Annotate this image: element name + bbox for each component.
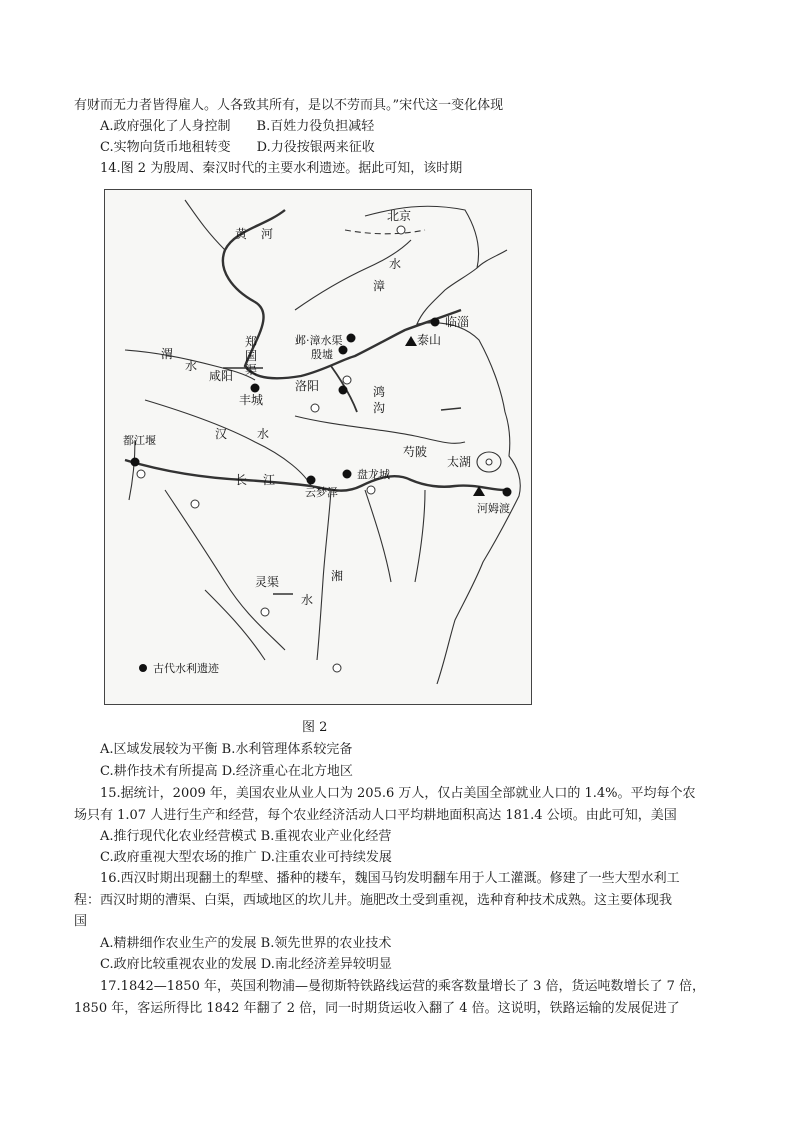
q16-options-cd: C.政府比较重视农业的发展 D.南北经济差异较明显: [100, 957, 392, 972]
map-label: 渭: [161, 347, 174, 361]
q13-options-ab: A.政府强化了人身控制 B.百姓力役负担减轻: [100, 119, 375, 134]
map-label: 汉: [215, 427, 228, 441]
q14-options-ab: A.区域发展较为平衡 B.水利管理体系较完备: [100, 742, 353, 757]
zhang-river: [295, 240, 411, 310]
map-label: 都江堰: [123, 434, 156, 447]
map-label: 水: [185, 359, 198, 373]
site-dujiangyan: [131, 458, 140, 467]
map-label: 江: [263, 473, 276, 487]
site-yunmengze: [307, 476, 316, 485]
site-yezhang: [347, 334, 356, 343]
site-luoyang: [339, 386, 348, 395]
q16-stem-line3: 国: [74, 914, 88, 929]
taishan-marker: [405, 336, 417, 346]
map-label: 鸿: [373, 385, 386, 399]
map-label: 芍陂: [403, 445, 428, 459]
coastline: [365, 206, 520, 684]
site-hemudu: [503, 488, 512, 497]
q15-options-cd: C.政府重视大型农场的推广 D.注重农业可持续发展: [100, 850, 392, 865]
map-label: 湘: [331, 569, 344, 583]
q13-options-cd: C.实物向货币地租转变 D.力役按银两来征收: [100, 140, 375, 155]
map-label: 河: [261, 227, 274, 241]
map-label: 水: [389, 257, 402, 271]
q16-options-ab: A.精耕细作农业生产的发展 B.领先世界的农业技术: [100, 936, 392, 951]
map-label: 太湖: [447, 455, 472, 469]
map-label: 丰城: [239, 393, 264, 407]
legend-dot: [139, 664, 147, 672]
site-fengcheng: [251, 384, 260, 393]
map-label: 长: [235, 473, 248, 487]
q14-stem: 14.图 2 为殷周、秦汉时代的主要水利遗迹。据此可知，该时期: [100, 161, 463, 176]
map-label: 郑: [245, 335, 258, 349]
map-label: 水: [257, 427, 270, 441]
han-river: [145, 400, 311, 486]
map-label: 水: [301, 593, 314, 607]
label-beijing: 北京: [387, 209, 412, 223]
map-label: 漳: [373, 279, 386, 293]
q14-options-cd: C.耕作技术有所提高 D.经济重心在北方地区: [100, 764, 353, 779]
map-label: 渠: [245, 363, 258, 377]
map-label: 临淄: [445, 315, 470, 329]
map-label: 咸阳: [209, 369, 234, 383]
map-label: 灵渠: [255, 575, 280, 589]
xiang-river: [317, 490, 331, 660]
map-label: 云梦泽: [305, 486, 338, 499]
map-label: 国: [245, 349, 258, 363]
q16-stem-line1: 16.西汉时期出现翻土的犁壁、播种的耧车，魏国马钧发明翻车用于人工灌溉。修建了一些大型水利工: [100, 871, 680, 886]
map-label: 泰山: [417, 333, 442, 347]
q17-stem-line1: 17.1842—1850 年，英国利物浦—曼彻斯特铁路线运营的乘客数量增长了 3 倍，货运吨数增长了 7 倍，: [100, 979, 706, 994]
map-label: 洛阳: [295, 379, 320, 393]
q13-stem-line: 有财而无力者皆得雇人。人各致其所有，是以不劳而具。”宋代这一变化体现: [74, 98, 504, 113]
map-label: 沟: [373, 401, 386, 415]
map-label: 殷墟: [311, 348, 333, 361]
site-panlongcheng: [343, 470, 352, 479]
map-label: 古代水利遗迹: [153, 662, 219, 675]
site-linzi: [431, 318, 440, 327]
q15-stem-line2: 场只有 1.07 人进行生产和经营，每个农业经济活动人口平均耕地面积高达 181.4 公顷。由此可知，美国: [74, 808, 677, 823]
figure-caption: 图 2: [302, 720, 328, 735]
q15-options-ab: A.推行现代化农业经营模式 B.重视农业产业化经营: [100, 829, 392, 844]
q17-stem-line2: 1850 年，客运所得比 1842 年翻了 2 倍，同一时期货运收入翻了 4 倍。这说明，铁路运输的发展促进了: [74, 1001, 680, 1016]
water-conservancy-map: [104, 189, 532, 705]
map-label: 黄: [235, 227, 248, 241]
q16-stem-line2: 程：西汉时期的漕渠、白渠，西域地区的坎儿井。施肥改土受到重视，选种育种技术成熟。这主要体现我: [74, 893, 673, 908]
map-label: 河姆渡: [477, 502, 510, 515]
map-label: 盘龙城: [357, 468, 390, 481]
q15-stem-line1: 15.据统计，2009 年，美国农业从业人口为 205.6 万人，仅占美国全部就业人口的 1.4%。平均每个农: [100, 786, 696, 801]
map-label: 邺·漳水渠: [295, 334, 343, 347]
